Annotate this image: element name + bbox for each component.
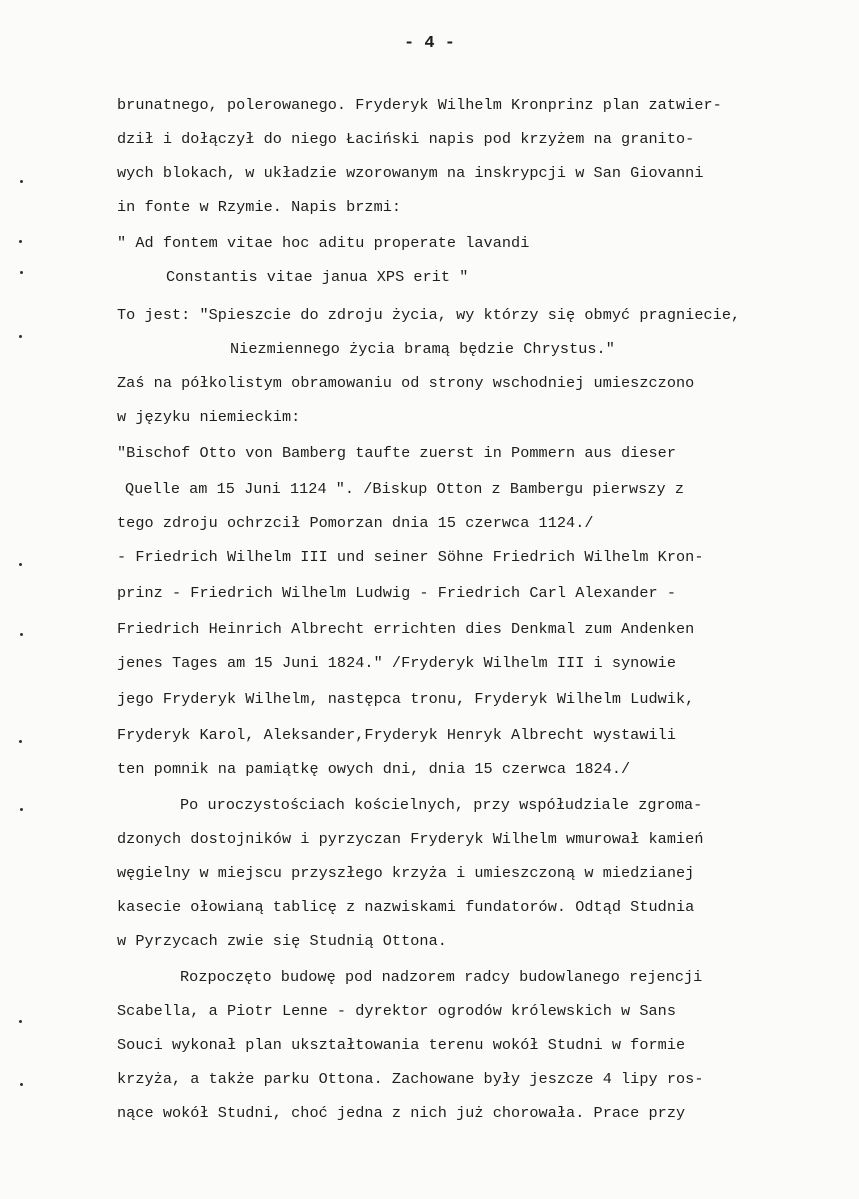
margin-speck [19, 240, 22, 243]
text-line: ten pomnik na pamiątkę owych dni, dnia 15 czerwca 1824./ [117, 760, 631, 778]
inscription-latin-line: Constantis vitae janua XPS erit " [166, 268, 469, 286]
margin-speck [19, 563, 22, 566]
text-line: wych blokach, w układzie wzorowanym na inskrypcji w San Giovanni [117, 164, 704, 182]
page-number: - 4 - [403, 34, 455, 53]
translation-line: To jest: "Spieszcie do zdroju życia, wy którzy się obmyć pragniecie, [117, 306, 741, 324]
text-line: krzyża, a także parku Ottona. Zachowane były jeszcze 4 lipy ros- [117, 1070, 704, 1088]
text-line: in fonte w Rzymie. Napis brzmi: [117, 198, 402, 216]
paragraph-start-line: Po uroczystościach kościelnych, przy współudziale zgroma- [180, 796, 703, 814]
text-line: Souci wykonał plan ukształtowania terenu wokół Studni w formie [117, 1036, 686, 1054]
margin-speck [20, 180, 23, 183]
inscription-german-line: "Bischof Otto von Bamberg taufte zuerst in Pommern aus dieser [117, 444, 677, 462]
text-line: tego zdroju ochrzcił Pomorzan dnia 15 czerwca 1124./ [117, 514, 594, 532]
inscription-german-line: prinz - Friedrich Wilhelm Ludwig - Friedrich Carl Alexander - [117, 584, 677, 602]
margin-speck [20, 271, 23, 274]
margin-speck [20, 633, 23, 636]
text-line: dził i dołączył do niego Łaciński napis pod krzyżem na granito- [117, 130, 695, 148]
inscription-german-line: - Friedrich Wilhelm III und seiner Söhne Friedrich Wilhelm Kron- [117, 548, 704, 566]
inscription-german-line: jenes Tages am 15 Juni 1824." /Fryderyk Wilhelm III i synowie [117, 654, 677, 672]
text-line: brunatnego, polerowanego. Fryderyk Wilhelm Kronprinz plan zatwier- [117, 96, 722, 114]
inscription-latin-line: " Ad fontem vitae hoc aditu properate lavandi [117, 234, 530, 252]
text-line: w języku niemieckim: [117, 408, 301, 426]
text-line: kasecie ołowianą tablicę z nazwiskami fundatorów. Odtąd Studnia [117, 898, 695, 916]
text-line: Fryderyk Karol, Aleksander,Fryderyk Henryk Albrecht wystawili [117, 726, 677, 744]
margin-speck [20, 1083, 23, 1086]
text-line: dzonych dostojników i pyrzyczan Fryderyk Wilhelm wmurował kamień [117, 830, 704, 848]
margin-speck [19, 1020, 22, 1023]
translation-line: Niezmiennego życia bramą będzie Chrystus." [230, 340, 615, 358]
text-line: w Pyrzycach zwie się Studnią Ottona. [117, 932, 447, 950]
margin-speck [19, 740, 22, 743]
text-line: węgielny w miejscu przyszłego krzyża i umieszczoną w miedzianej [117, 864, 695, 882]
inscription-german-line: Quelle am 15 Juni 1124 ". /Biskup Otton z Bambergu pierwszy z [125, 480, 685, 498]
inscription-german-line: Friedrich Heinrich Albrecht errichten dies Denkmal zum Andenken [117, 620, 695, 638]
text-line: Zaś na półkolistym obramowaniu od strony wschodniej umieszczono [117, 374, 695, 392]
text-line: nące wokół Studni, choć jedna z nich już chorowała. Prace przy [117, 1104, 686, 1122]
text-line: jego Fryderyk Wilhelm, następca tronu, Fryderyk Wilhelm Ludwik, [117, 690, 695, 708]
margin-speck [20, 808, 23, 811]
paragraph-start-line: Rozpoczęto budowę pod nadzorem radcy budowlanego rejencji [180, 968, 703, 986]
margin-speck [19, 335, 22, 338]
text-line: Scabella, a Piotr Lenne - dyrektor ogrodów królewskich w Sans [117, 1002, 677, 1020]
